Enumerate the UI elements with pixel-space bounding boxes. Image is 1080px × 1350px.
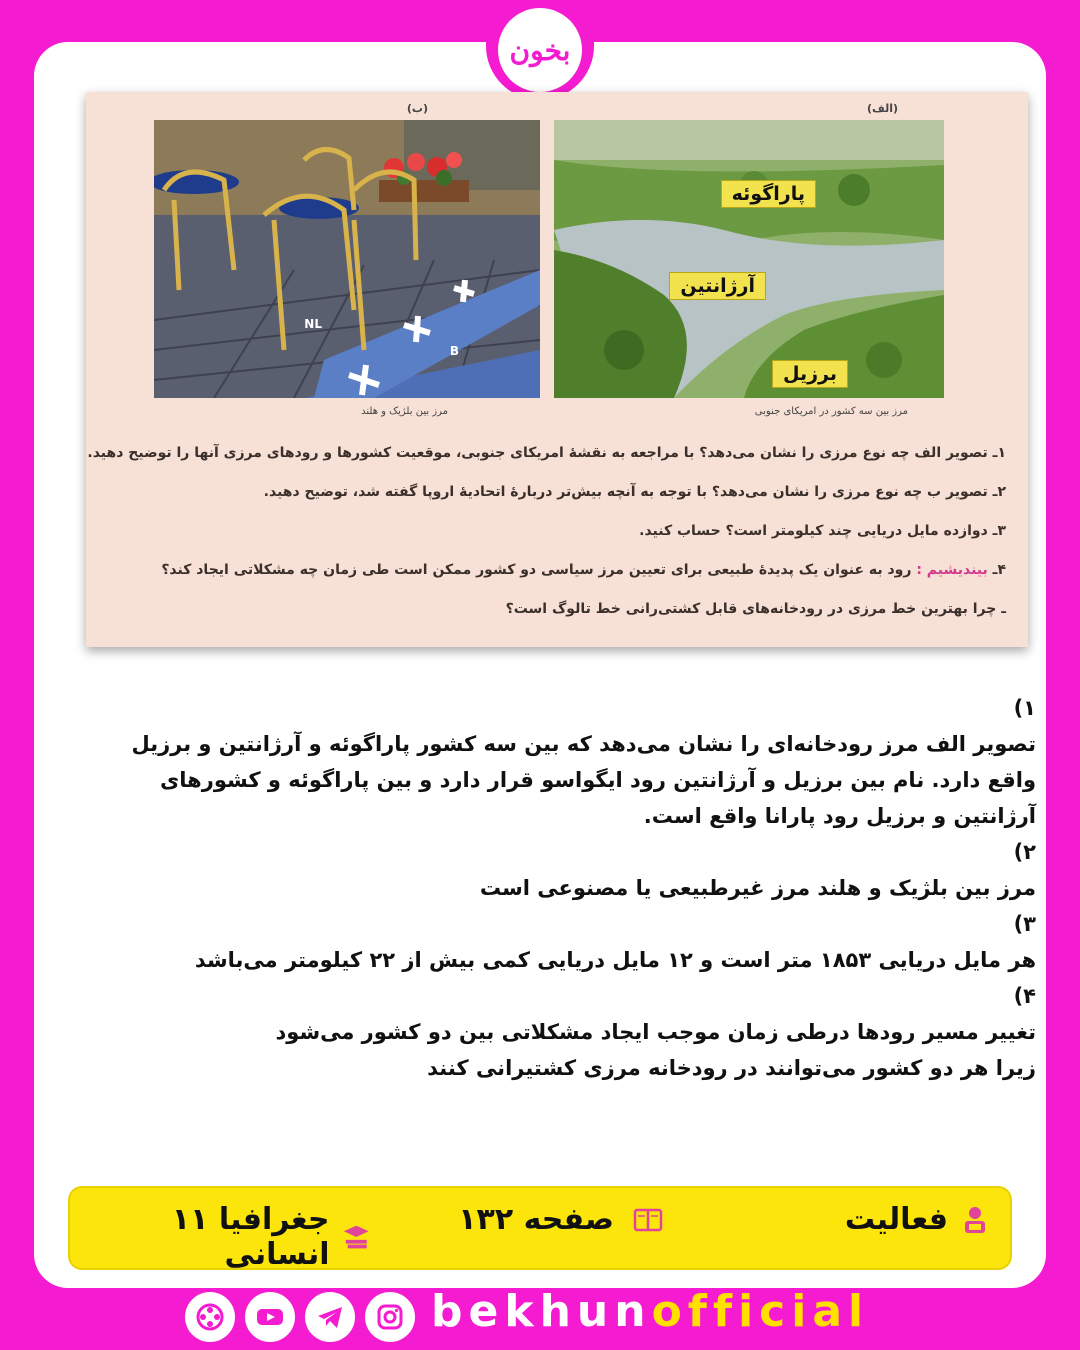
answer-1-line: تصویر الف مرز رودخانه‌ای را نشان می‌دهد که بین سه کشور پاراگوئه و آرژانتین و برزیل <box>131 732 1036 756</box>
answer-2-text: مرز بین بلژیک و هلند مرز غیرطبیعی یا مصنوعی است <box>479 876 1036 900</box>
scan-question-4-number: ۴ـ <box>992 562 1006 578</box>
scan-question-3: ۳ـ دوازده مایل دریایی چند کیلومتر است؟ حساب کنید. <box>639 523 1006 539</box>
scan-question-4 <box>106 551 1006 590</box>
river-border-photo <box>554 120 944 398</box>
graduation-books-icon <box>342 1222 371 1252</box>
answer-1-number: ۱) <box>1013 696 1036 720</box>
youtube-icon[interactable] <box>245 1292 295 1342</box>
answer-4-line: زیرا هر دو کشور می‌توانند در رودخانه مرزی کشتیرانی کنند <box>427 1056 1036 1080</box>
bekhun-logo <box>498 8 582 92</box>
caption-left: مرز بین بلژیک و هلند <box>361 406 448 417</box>
instagram-icon[interactable] <box>365 1292 415 1342</box>
footer-activity <box>845 1202 990 1237</box>
image-label-left: (ب) <box>406 102 428 115</box>
social-bar <box>185 1286 905 1348</box>
image-label-right: (الف) <box>866 102 898 115</box>
textbook-scan <box>86 92 1028 647</box>
brand-handle-yellow: official <box>651 1286 870 1337</box>
answer-3-text: هر مایل دریایی ۱۸۵۳ متر است و ۱۲ مایل دریایی کمی بیش از ۲۲ کیلومتر می‌باشد <box>194 948 1036 972</box>
cafe-border-photo <box>154 120 540 398</box>
logo-text: بخون <box>509 33 571 67</box>
sign-nl: NL <box>304 317 322 331</box>
footer-subject <box>70 1202 370 1272</box>
answer-4-number: ۴) <box>1013 984 1036 1008</box>
scan-questions <box>87 434 1006 629</box>
answer-2-number: ۲) <box>1013 840 1036 864</box>
caption-right: مرز بین سه کشور در امریکای جنوبی <box>754 406 908 417</box>
brand-handle[interactable] <box>431 1286 869 1337</box>
sign-b: B <box>449 344 459 358</box>
tag-paraguay: پاراگوئه <box>721 180 816 208</box>
answer-1-line: آرژانتین و برزیل رود پارانا واقع است. <box>643 804 1036 828</box>
scan-question-5: ـ چرا بهترین خط مرزی در رودخانه‌های قابل کشتی‌رانی خط تالوگ است؟ <box>505 601 1006 617</box>
teacher-icon <box>960 1205 990 1235</box>
book-icon <box>626 1205 670 1235</box>
tag-argentina: آرژانتین <box>669 272 766 300</box>
brand-handle-white: bekhun <box>431 1286 652 1337</box>
scan-think-label: بیندیشیم : <box>916 562 988 578</box>
footer-activity-label: فعالیت <box>844 1202 948 1237</box>
answer-1-line: واقع دارد. نام بین برزیل و آرژانتین رود ایگواسو قرار دارد و بین پاراگوئه و کشورهای <box>160 768 1036 792</box>
scan-question-2: ۲ـ تصویر ب چه نوع مرزی را نشان می‌دهد؟ با توجه به آنچه بیش‌تر دربارهٔ اتحادیهٔ اروپا گفته شد، توضیح دهید. <box>263 484 1006 500</box>
tag-brazil: برزیل <box>772 360 848 388</box>
footer-info-bar <box>68 1186 1012 1270</box>
telegram-icon[interactable] <box>305 1292 355 1342</box>
answers-section <box>100 690 1036 1086</box>
scan-question-4-text: رود به عنوان یک پدیدهٔ طبیعی برای تعیین مرز سیاسی دو کشور ممکن است طی زمان چه مشکلاتی ایجاد کند؟ <box>161 562 912 578</box>
answer-4-line: تغییر مسیر رودها درطی زمان موجب ایجاد مشکلاتی بین دو کشور می‌شود <box>275 1020 1036 1044</box>
footer-page <box>458 1202 670 1237</box>
answer-3-number: ۳) <box>1013 912 1036 936</box>
scan-question-1: ۱ـ تصویر الف چه نوع مرزی را نشان می‌دهد؟ با مراجعه به نقشهٔ امریکای جنوبی، موقعیت کشورها و رودهای مرزی آنها را توضیح دهید. <box>87 445 1006 461</box>
film-icon[interactable] <box>185 1292 235 1342</box>
footer-page-label: صفحه ۱۳۲ <box>458 1202 614 1237</box>
footer-subject-label: جغرافیا ۱۱ انسانی <box>171 1202 330 1272</box>
